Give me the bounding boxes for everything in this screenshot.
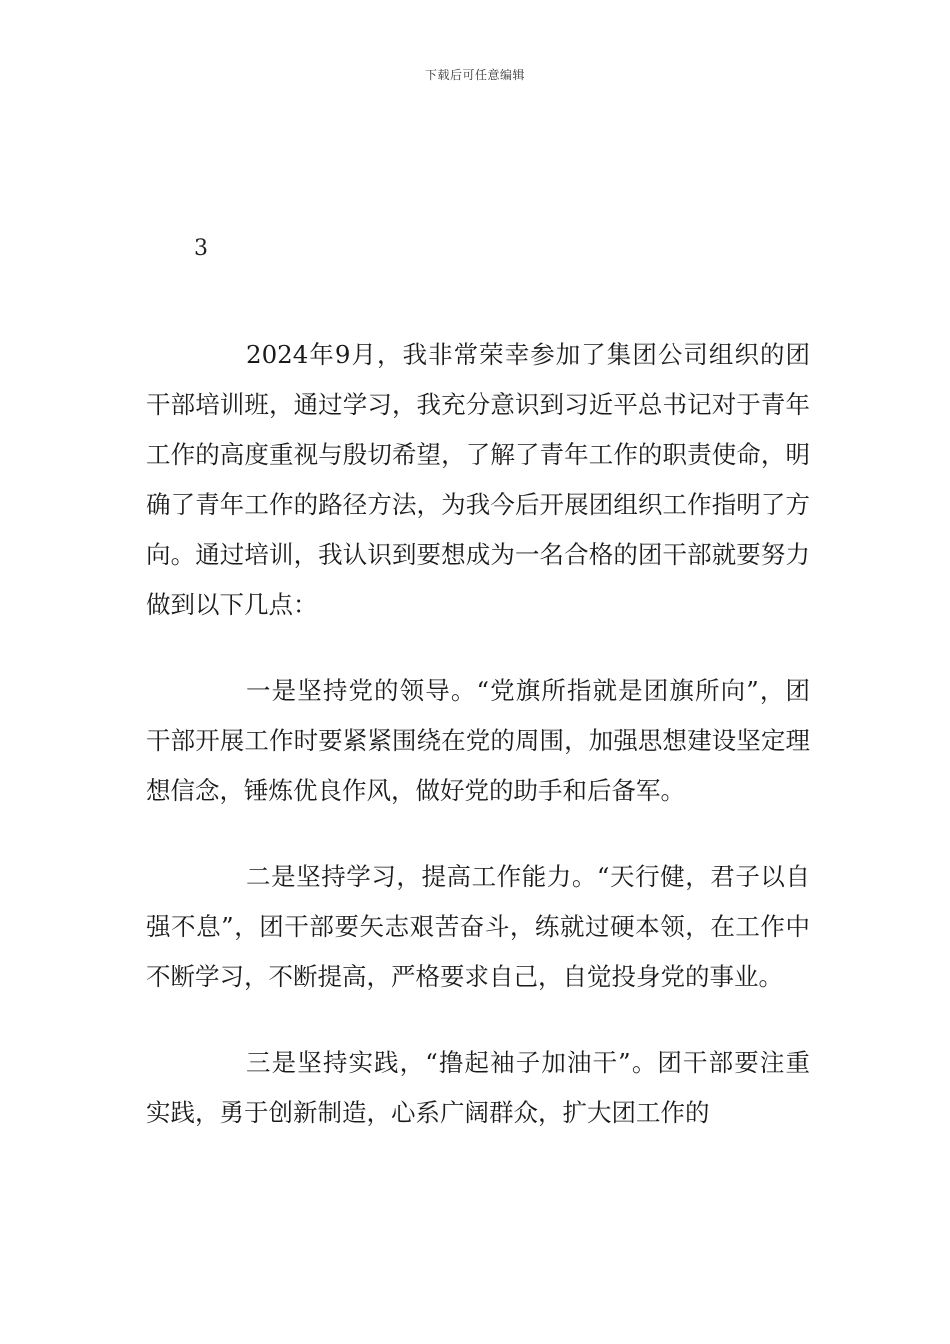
document-body — [146, 330, 810, 1174]
paragraph-point-two: 二是坚持学习，提高工作能力。“天行健，君子以自强不息”，团干部要矢志艰苦奋斗，练就过硬本领，在工作中不断学习，不断提高，严格要求自己，自觉投身党的事业。 — [146, 862, 810, 991]
paragraph-intro: 2024年9月，我非常荣幸参加了集团公司组织的团干部培训班，通过学习，我充分意识到习近平总书记对于青年工作的高度重视与殷切希望，了解了青年工作的职责使命，明确了青年工作的路径方法，为我今后开展团组织工作指明了方向。通过培训，我认识到要想成为一名合格的团干部就要努力做到以下几点： — [146, 340, 810, 619]
paragraph-point-three: 三是坚持实践，“撸起袖子加油干”。团干部要注重实践，勇于创新制造，心系广阔群众，扩大团工作的 — [146, 1048, 810, 1127]
page-number: 3 — [194, 236, 208, 261]
header-note: 下载后可任意编辑 — [424, 68, 525, 82]
paragraph-point-one: 一是坚持党的领导。“党旗所指就是团旗所向”，团干部开展工作时要紧紧围绕在党的周围，加强思想建设坚定理想信念，锤炼优良作风，做好党的助手和后备军。 — [146, 676, 810, 805]
